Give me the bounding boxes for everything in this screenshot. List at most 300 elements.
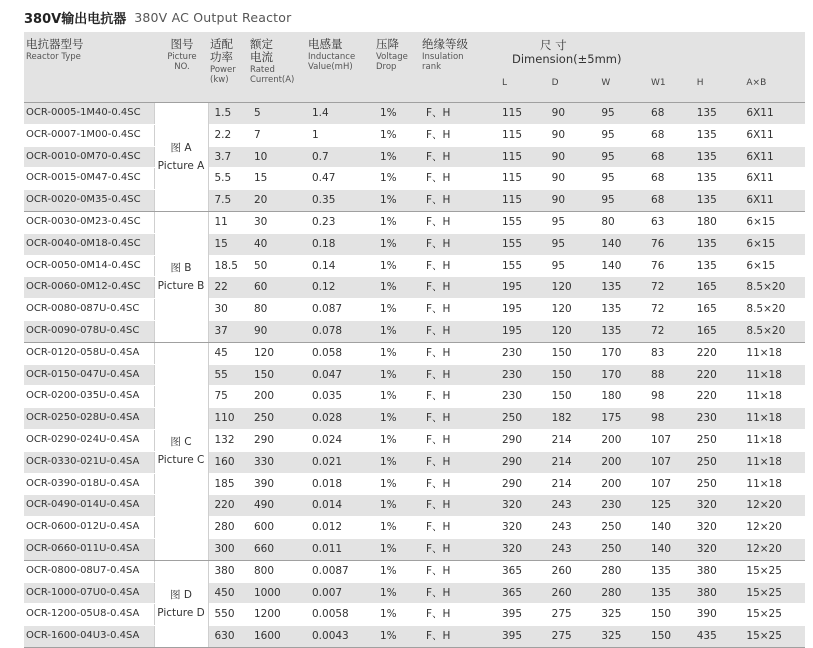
cell-dimensions (500, 451, 805, 473)
cell-dim-w: 170 (601, 346, 622, 359)
cell-insulation: F、H (420, 582, 500, 604)
table-row (24, 451, 805, 473)
header-power (208, 32, 248, 103)
cell-picture-group (154, 103, 208, 212)
cell-current: 250 (248, 408, 306, 430)
cell-dim-w: 170 (601, 368, 622, 381)
cell-drop: 1% (374, 124, 420, 146)
cell-power: 450 (208, 582, 248, 604)
cell-insulation: F、H (420, 473, 500, 495)
cell-reactor-type: OCR-0040-0M18-0.4SC (24, 233, 154, 255)
cell-power: 15 (208, 233, 248, 255)
cell-inductance: 0.23 (306, 211, 374, 233)
cell-inductance: 1.4 (306, 103, 374, 125)
cell-insulation: F、H (420, 451, 500, 473)
cell-drop: 1% (374, 473, 420, 495)
cell-drop: 1% (374, 517, 420, 539)
cell-current: 5 (248, 103, 306, 125)
cell-current: 330 (248, 451, 306, 473)
cell-dim-w1: 72 (651, 324, 665, 337)
cell-current: 1000 (248, 582, 306, 604)
cell-dimensions (500, 386, 805, 408)
cell-power: 380 (208, 560, 248, 582)
cell-dim-l: 290 (502, 477, 523, 490)
cell-dim-axb: 6X11 (746, 128, 774, 141)
cell-dimensions (500, 495, 805, 517)
cell-dim-h: 135 (696, 150, 717, 163)
header-inductance-zh: 电感量 (308, 37, 343, 51)
cell-dimensions (500, 626, 805, 648)
cell-insulation: F、H (420, 277, 500, 299)
cell-dim-axb: 6×15 (746, 215, 776, 228)
cell-dim-axb: 11×18 (746, 346, 782, 359)
cell-reactor-type: OCR-0660-011U-0.4SA (24, 538, 154, 560)
cell-current: 7 (248, 124, 306, 146)
table-row (24, 211, 805, 233)
cell-dim-w1: 107 (651, 455, 672, 468)
cell-power: 2.2 (208, 124, 248, 146)
cell-current: 50 (248, 255, 306, 277)
cell-dim-d: 260 (551, 564, 572, 577)
cell-dim-w: 140 (601, 237, 622, 250)
cell-insulation: F、H (420, 342, 500, 364)
cell-current: 600 (248, 517, 306, 539)
cell-inductance: 0.7 (306, 146, 374, 168)
cell-dim-l: 195 (502, 281, 523, 294)
cell-dim-axb: 6×15 (746, 237, 776, 250)
cell-dim-l: 155 (502, 215, 523, 228)
cell-insulation: F、H (420, 211, 500, 233)
cell-drop: 1% (374, 429, 420, 451)
picture-label-zh: 图 D (170, 588, 192, 601)
cell-dim-w: 95 (601, 172, 615, 185)
cell-reactor-type: OCR-0060-0M12-0.4SC (24, 277, 154, 299)
cell-current: 1600 (248, 626, 306, 648)
cell-reactor-type: OCR-0030-0M23-0.4SC (24, 211, 154, 233)
cell-insulation: F、H (420, 320, 500, 342)
cell-dim-axb: 6×15 (746, 259, 776, 272)
cell-dimensions (500, 408, 805, 430)
cell-dim-w1: 63 (651, 215, 665, 228)
cell-reactor-type: OCR-0390-018U-0.4SA (24, 473, 154, 495)
header-drop-zh: 压降 (376, 37, 399, 51)
cell-dimensions (500, 320, 805, 342)
cell-power: 18.5 (208, 255, 248, 277)
cell-dim-h: 220 (696, 368, 717, 381)
cell-dimensions (500, 211, 805, 233)
cell-dimensions (500, 582, 805, 604)
cell-dim-axb: 6X11 (746, 150, 774, 163)
header-dim-axb: A×B (746, 78, 767, 88)
cell-dim-d: 90 (551, 150, 566, 163)
cell-power: 300 (208, 538, 248, 560)
cell-inductance: 0.058 (306, 342, 374, 364)
cell-insulation: F、H (420, 299, 500, 321)
header-dimension (500, 32, 805, 103)
cell-current: 60 (248, 277, 306, 299)
cell-inductance: 0.0043 (306, 626, 374, 648)
cell-dimensions (500, 560, 805, 582)
picture-label-zh: 图 B (170, 261, 192, 274)
cell-dim-l: 230 (502, 346, 523, 359)
cell-picture-group (154, 342, 208, 560)
cell-reactor-type: OCR-0120-058U-0.4SA (24, 342, 154, 364)
cell-power: 185 (208, 473, 248, 495)
cell-power: 7.5 (208, 190, 248, 212)
table-row (24, 517, 805, 539)
cell-dim-l: 195 (502, 324, 523, 337)
cell-dim-w: 200 (601, 477, 622, 490)
cell-inductance: 0.35 (306, 190, 374, 212)
cell-reactor-type: OCR-1200-05U8-0.4SA (24, 604, 154, 626)
cell-reactor-type: OCR-0290-024U-0.4SA (24, 429, 154, 451)
title-english: 380V AC Output Reactor (134, 9, 292, 25)
cell-power: 550 (208, 604, 248, 626)
cell-dim-d: 214 (551, 455, 572, 468)
cell-dim-axb: 8.5×20 (746, 324, 786, 337)
picture-label-en: Picture B (157, 279, 205, 292)
cell-dim-d: 243 (551, 542, 572, 555)
cell-dim-w: 95 (601, 107, 615, 119)
cell-insulation: F、H (420, 408, 500, 430)
table-row (24, 168, 805, 190)
cell-dim-w1: 68 (651, 107, 665, 119)
cell-insulation: F、H (420, 168, 500, 190)
cell-dim-w1: 140 (651, 521, 672, 534)
header-power-en: Power (kw) (210, 65, 236, 85)
cell-dim-d: 150 (551, 346, 572, 359)
cell-dim-d: 214 (551, 433, 572, 446)
cell-dim-w: 325 (601, 608, 622, 621)
cell-dim-l: 250 (502, 412, 523, 425)
picture-label-en: Picture C (157, 454, 205, 467)
cell-dim-l: 365 (502, 564, 523, 577)
table-row (24, 560, 805, 582)
cell-drop: 1% (374, 451, 420, 473)
cell-dim-w: 230 (601, 499, 622, 512)
cell-dim-w: 80 (601, 215, 615, 228)
cell-reactor-type: OCR-0800-08U7-0.4SA (24, 560, 154, 582)
cell-dim-l: 115 (502, 128, 523, 141)
cell-dim-w1: 107 (651, 477, 672, 490)
cell-insulation: F、H (420, 386, 500, 408)
table-row (24, 604, 805, 626)
cell-dim-d: 95 (551, 237, 566, 250)
cell-dim-d: 95 (551, 259, 566, 272)
cell-dim-w1: 135 (651, 564, 672, 577)
cell-inductance: 0.011 (306, 538, 374, 560)
dimension-subheaders (500, 78, 805, 88)
cell-insulation: F、H (420, 538, 500, 560)
table-row (24, 429, 805, 451)
cell-dim-d: 120 (551, 303, 572, 316)
cell-dim-w: 140 (601, 259, 622, 272)
header-type-en: Reactor Type (26, 52, 81, 62)
picture-label-en: Picture A (157, 159, 205, 172)
cell-insulation: F、H (420, 626, 500, 648)
cell-dim-d: 243 (551, 499, 572, 512)
cell-insulation: F、H (420, 560, 500, 582)
cell-dim-d: 275 (551, 630, 572, 643)
cell-dimensions (500, 103, 805, 125)
cell-inductance: 0.018 (306, 473, 374, 495)
cell-reactor-type: OCR-1000-07U0-0.4SA (24, 582, 154, 604)
cell-dim-w1: 68 (651, 150, 665, 163)
cell-dim-axb: 11×18 (746, 433, 782, 446)
table-row (24, 233, 805, 255)
cell-drop: 1% (374, 233, 420, 255)
cell-power: 220 (208, 495, 248, 517)
cell-dim-h: 320 (696, 542, 717, 555)
cell-power: 3.7 (208, 146, 248, 168)
cell-drop: 1% (374, 299, 420, 321)
cell-reactor-type: OCR-0600-012U-0.4SA (24, 517, 154, 539)
cell-dim-l: 290 (502, 433, 523, 446)
cell-insulation: F、H (420, 146, 500, 168)
cell-dim-axb: 12×20 (746, 521, 782, 534)
cell-drop: 1% (374, 320, 420, 342)
picture-label-en: Picture D (157, 606, 205, 619)
cell-reactor-type: OCR-0090-078U-0.4SC (24, 320, 154, 342)
cell-dim-d: 90 (551, 128, 566, 141)
header-current (248, 32, 306, 103)
cell-dim-h: 250 (696, 477, 717, 490)
header-picture (154, 32, 208, 103)
header-dimension-en: Dimension(±5mm) (512, 52, 622, 66)
table-row (24, 342, 805, 364)
cell-power: 22 (208, 277, 248, 299)
header-insulation-en: Insulation rank (422, 52, 464, 72)
cell-dim-w1: 76 (651, 237, 665, 250)
cell-insulation: F、H (420, 517, 500, 539)
cell-dim-w: 135 (601, 281, 622, 294)
table-row (24, 255, 805, 277)
cell-drop: 1% (374, 342, 420, 364)
cell-insulation: F、H (420, 124, 500, 146)
cell-dim-l: 115 (502, 172, 523, 185)
cell-dimensions (500, 517, 805, 539)
cell-drop: 1% (374, 168, 420, 190)
header-picture-zh: 图号 (170, 37, 194, 51)
spec-table (24, 32, 805, 648)
cell-power: 37 (208, 320, 248, 342)
cell-power: 30 (208, 299, 248, 321)
cell-dim-w1: 140 (651, 542, 672, 555)
title-chinese: 380V输出电抗器 (24, 11, 127, 27)
cell-dim-h: 165 (696, 281, 717, 294)
cell-dim-axb: 11×18 (746, 455, 782, 468)
cell-current: 90 (248, 320, 306, 342)
cell-dim-axb: 15×25 (746, 630, 782, 643)
cell-dim-l: 155 (502, 237, 523, 250)
cell-dimensions (500, 342, 805, 364)
cell-dim-h: 180 (696, 215, 717, 228)
cell-reactor-type: OCR-0007-1M00-0.4SC (24, 124, 154, 146)
cell-dim-axb: 11×18 (746, 390, 782, 403)
cell-dim-w1: 68 (651, 172, 665, 185)
header-current-zh: 额定电流 (250, 37, 273, 64)
table-row (24, 299, 805, 321)
cell-dim-d: 120 (551, 281, 572, 294)
cell-drop: 1% (374, 408, 420, 430)
cell-dim-l: 395 (502, 630, 523, 643)
header-dimension-zh: 尺 寸 (540, 38, 567, 52)
cell-inductance: 0.087 (306, 299, 374, 321)
cell-reactor-type: OCR-0330-021U-0.4SA (24, 451, 154, 473)
cell-dim-w1: 150 (651, 608, 672, 621)
cell-inductance: 0.024 (306, 429, 374, 451)
cell-dim-w1: 68 (651, 194, 665, 207)
cell-drop: 1% (374, 277, 420, 299)
cell-drop: 1% (374, 211, 420, 233)
table-row (24, 582, 805, 604)
cell-insulation: F、H (420, 103, 500, 125)
header-dim-w: W (601, 78, 611, 88)
cell-dim-l: 195 (502, 303, 523, 316)
cell-power: 160 (208, 451, 248, 473)
cell-dim-l: 365 (502, 586, 523, 599)
cell-dim-l: 290 (502, 455, 523, 468)
cell-inductance: 0.14 (306, 255, 374, 277)
cell-insulation: F、H (420, 255, 500, 277)
table-row (24, 408, 805, 430)
cell-dim-l: 230 (502, 390, 523, 403)
cell-dim-w: 175 (601, 412, 622, 425)
cell-dim-d: 90 (551, 107, 566, 119)
cell-dim-w1: 150 (651, 630, 672, 643)
cell-inductance: 0.047 (306, 364, 374, 386)
cell-current: 80 (248, 299, 306, 321)
table-row (24, 495, 805, 517)
cell-dim-h: 165 (696, 303, 717, 316)
cell-dim-w: 280 (601, 564, 622, 577)
cell-drop: 1% (374, 626, 420, 648)
table-row (24, 538, 805, 560)
cell-dim-h: 165 (696, 324, 717, 337)
cell-reactor-type: OCR-1600-04U3-0.4SA (24, 626, 154, 648)
cell-dimensions (500, 364, 805, 386)
cell-dim-l: 320 (502, 542, 523, 555)
cell-dimensions (500, 473, 805, 495)
cell-dim-axb: 15×25 (746, 564, 782, 577)
cell-dimensions (500, 277, 805, 299)
cell-current: 1200 (248, 604, 306, 626)
cell-dim-w: 250 (601, 521, 622, 534)
cell-dim-h: 380 (696, 564, 717, 577)
cell-inductance: 0.035 (306, 386, 374, 408)
cell-drop: 1% (374, 604, 420, 626)
cell-drop: 1% (374, 255, 420, 277)
cell-dim-w1: 72 (651, 281, 665, 294)
cell-dim-w1: 98 (651, 412, 665, 425)
cell-dim-w: 250 (601, 542, 622, 555)
cell-inductance: 0.007 (306, 582, 374, 604)
cell-picture-group (154, 560, 208, 647)
cell-dim-w: 95 (601, 128, 615, 141)
cell-power: 280 (208, 517, 248, 539)
table-row (24, 277, 805, 299)
cell-dim-w: 95 (601, 194, 615, 207)
cell-power: 1.5 (208, 103, 248, 125)
cell-inductance: 0.012 (306, 517, 374, 539)
header-dimension-title (512, 38, 621, 66)
cell-current: 800 (248, 560, 306, 582)
cell-inductance: 1 (306, 124, 374, 146)
cell-dim-axb: 6X11 (746, 194, 774, 207)
cell-dim-h: 135 (696, 194, 717, 207)
cell-dim-l: 320 (502, 499, 523, 512)
cell-dim-axb: 11×18 (746, 477, 782, 490)
cell-inductance: 0.0087 (306, 560, 374, 582)
cell-dim-axb: 12×20 (746, 499, 782, 512)
cell-insulation: F、H (420, 495, 500, 517)
cell-current: 150 (248, 364, 306, 386)
cell-dim-w: 200 (601, 433, 622, 446)
cell-inductance: 0.078 (306, 320, 374, 342)
cell-current: 200 (248, 386, 306, 408)
cell-dim-d: 90 (551, 194, 566, 207)
cell-drop: 1% (374, 190, 420, 212)
cell-dim-h: 435 (696, 630, 717, 643)
picture-label-zh: 图 A (170, 141, 192, 154)
table-body (24, 103, 805, 648)
cell-dim-w: 325 (601, 630, 622, 643)
cell-power: 132 (208, 429, 248, 451)
cell-dim-h: 220 (696, 390, 717, 403)
cell-dim-d: 90 (551, 172, 566, 185)
cell-dim-l: 395 (502, 608, 523, 621)
header-dim-d: D (551, 78, 559, 88)
cell-dim-d: 95 (551, 215, 566, 228)
cell-reactor-type: OCR-0200-035U-0.4SA (24, 386, 154, 408)
cell-power: 11 (208, 211, 248, 233)
cell-current: 20 (248, 190, 306, 212)
cell-dim-h: 320 (696, 521, 717, 534)
reactor-spec-table (24, 32, 805, 648)
cell-dim-w: 200 (601, 455, 622, 468)
cell-inductance: 0.0058 (306, 604, 374, 626)
cell-dim-w1: 68 (651, 128, 665, 141)
cell-dim-d: 260 (551, 586, 572, 599)
cell-dimensions (500, 146, 805, 168)
cell-insulation: F、H (420, 190, 500, 212)
header-type (24, 32, 154, 103)
cell-dim-h: 380 (696, 586, 717, 599)
cell-current: 490 (248, 495, 306, 517)
cell-drop: 1% (374, 146, 420, 168)
cell-reactor-type: OCR-0010-0M70-0.4SC (24, 146, 154, 168)
cell-dimensions (500, 299, 805, 321)
header-insulation-zh: 绝缘等级 (422, 37, 468, 51)
table-row (24, 103, 805, 125)
cell-drop: 1% (374, 495, 420, 517)
cell-dim-h: 390 (696, 608, 717, 621)
cell-dim-l: 115 (502, 150, 523, 163)
cell-drop: 1% (374, 103, 420, 125)
cell-dim-w1: 83 (651, 346, 665, 359)
cell-dim-h: 230 (696, 412, 717, 425)
cell-dim-axb: 11×18 (746, 368, 782, 381)
cell-current: 15 (248, 168, 306, 190)
cell-dimensions (500, 190, 805, 212)
header-insulation (420, 32, 500, 103)
header-picture-en: Picture NO. (167, 52, 197, 72)
table-row (24, 473, 805, 495)
picture-label-zh: 图 C (170, 436, 192, 449)
cell-insulation: F、H (420, 364, 500, 386)
cell-inductance: 0.18 (306, 233, 374, 255)
cell-dim-w1: 107 (651, 433, 672, 446)
